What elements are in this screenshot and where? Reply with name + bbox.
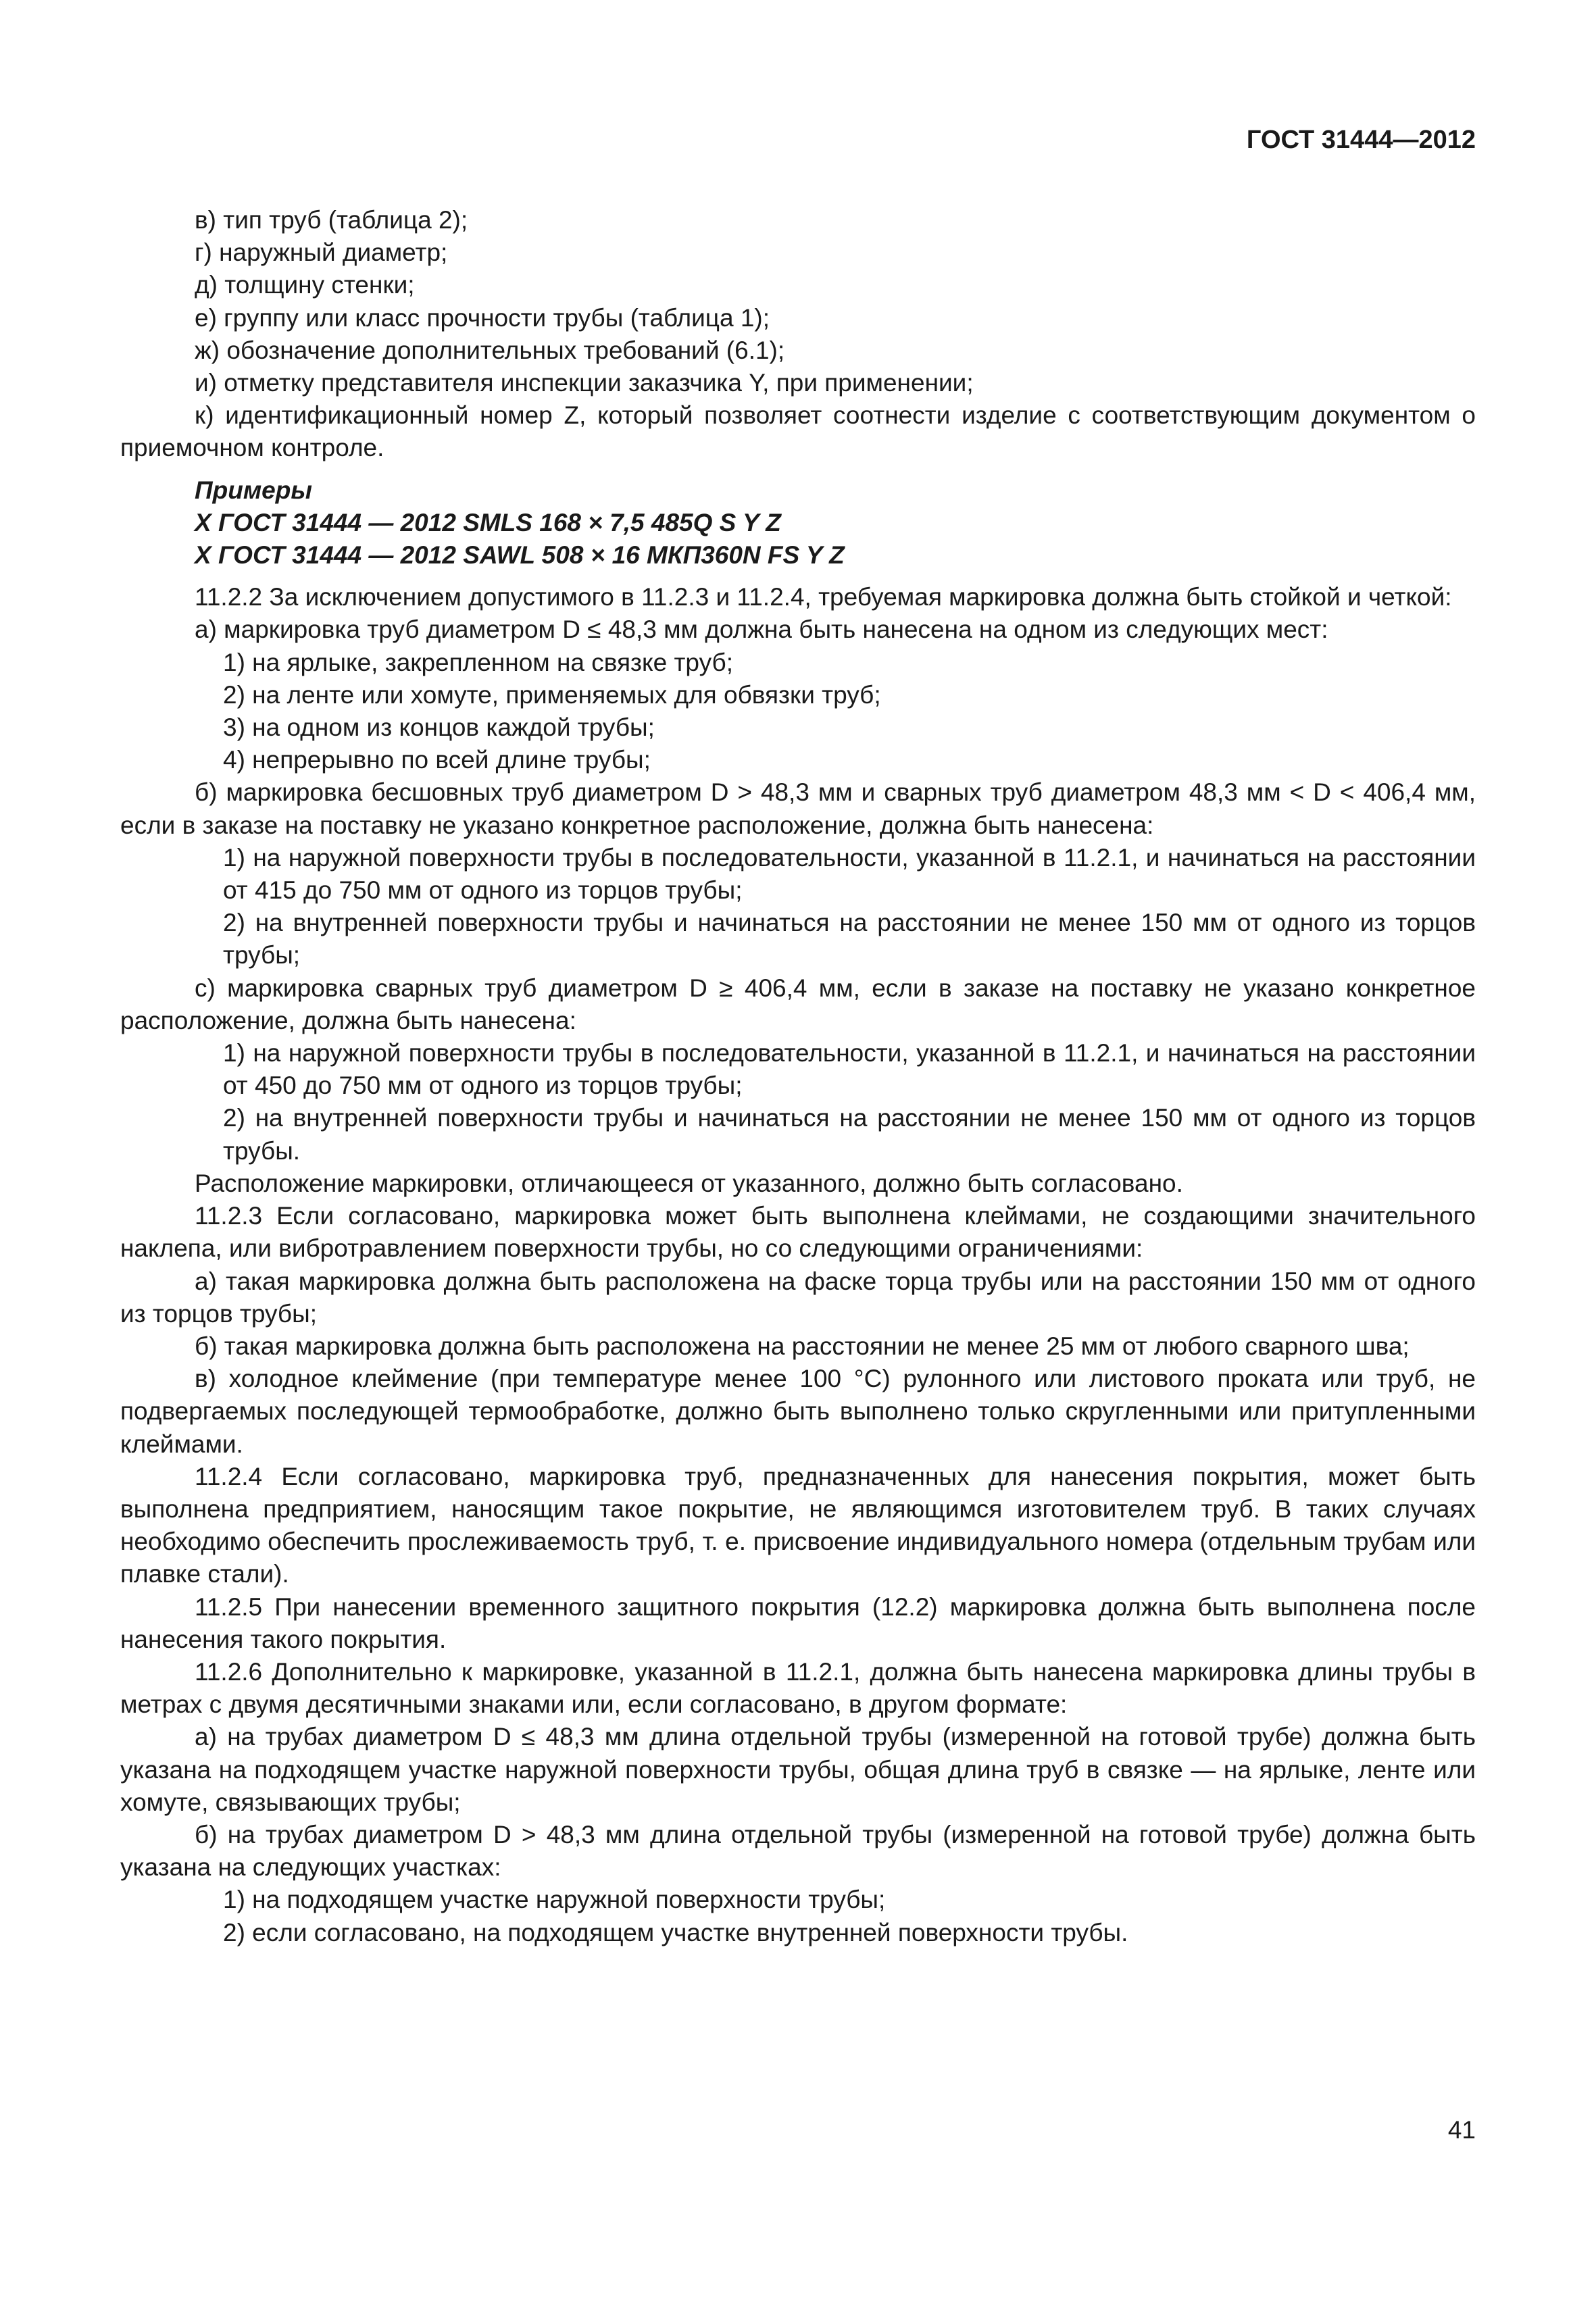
paragraph-location: Расположение маркировки, отличающееся от указанного, должно быть согласовано.: [195, 1169, 1183, 1197]
example-line: Х ГОСТ 31444 — 2012 SAWL 508 × 16 МКП360N FS Y Z: [195, 541, 845, 570]
document-body: [120, 204, 1476, 1949]
list-item: ж) обозначение дополнительных требований (6.1);: [195, 336, 785, 364]
page-number: 41: [1447, 2116, 1476, 2144]
list-item-k: к) идентификационный номер Z, который позволяет соотнести изделие с соответствующим документом о приемочном контроле.: [120, 401, 1476, 462]
list-item: г) наружный диаметр;: [195, 238, 448, 267]
paragraph-11-2-5: 11.2.5 При нанесении временного защитного покрытия (12.2) маркировка должна быть выполнена после нанесения такого покрытия.: [120, 1592, 1476, 1653]
paragraph-a: а) маркировка труб диаметром D ≤ 48,3 мм должна быть нанесена на одном из следующих мест:: [195, 615, 1328, 644]
list-item: д) толщину стенки;: [195, 271, 415, 299]
paragraph-11-2-6: 11.2.6 Дополнительно к маркировке, указанной в 11.2.1, должна быть нанесена маркировка длины трубы в метрах с двумя десятичными знаками или, если согласовано, в другом формате:: [120, 1657, 1476, 1719]
list-item: 1) на ярлыке, закрепленном на связке труб;: [223, 648, 733, 676]
list-item: 1) на наружной поверхности трубы в последовательности, указанной в 11.2.1, и начинаться на расстоянии от 415 до 750 мм от одного из торцов трубы;: [223, 843, 1476, 905]
paragraph-11-2-3-b: б) такая маркировка должна быть расположена на расстоянии не менее 25 мм от любого сварного шва;: [195, 1332, 1410, 1360]
example-line: Х ГОСТ 31444 — 2012 SMLS 168 × 7,5 485Q S Y Z: [195, 508, 781, 536]
list-item: е) группу или класс прочности трубы (таблица 1);: [195, 303, 770, 332]
examples-title: Примеры: [195, 476, 312, 504]
paragraph-c: с) маркировка сварных труб диаметром D ≥ 406,4 мм, если в заказе на поставку не указано конкретное расположение, должна быть нанесена:: [120, 974, 1476, 1034]
paragraph-b: б) маркировка бесшовных труб диаметром D > 48,3 мм и сварных труб диаметром 48,3 мм < D < 406,4 мм, если в заказе на поставку не указано конкретное расположение, должна быть нанесена:: [120, 778, 1476, 839]
list-item: 2) если согласовано, на подходящем участке внутренней поверхности трубы.: [223, 1918, 1128, 1946]
list-item: 2) на внутренней поверхности трубы и начинаться на расстоянии не менее 150 мм от одного из торцов трубы;: [223, 909, 1476, 970]
document-code-header: ГОСТ 31444—2012: [1246, 126, 1476, 154]
paragraph-11-2-3: 11.2.3 Если согласовано, маркировка может быть выполнена клеймами, не создающими значительного наклепа, или вибротравлением поверхности трубы, но со следующими ограничениями:: [120, 1202, 1476, 1263]
list-item: 2) на ленте или хомуте, применяемых для обвязки труб;: [223, 680, 881, 709]
list-item: в) тип труб (таблица 2);: [195, 206, 468, 234]
paragraph-11-2-6-a: а) на трубах диаметром D ≤ 48,3 мм длина отдельной трубы (измеренной на готовой трубе) должна быть указана на подходящем участке наружной поверхности трубы, общая длина труб в связке — на ярлыке, ленте или хомуте, связывающих трубы;: [120, 1723, 1476, 1816]
list-item: и) отметку представителя инспекции заказчика Y, при применении;: [195, 369, 974, 397]
paragraph-11-2-3-a: а) такая маркировка должна быть расположена на фаске торца трубы или на расстоянии 150 мм от одного из торцов трубы;: [120, 1267, 1476, 1328]
list-item: 2) на внутренней поверхности трубы и начинаться на расстоянии не менее 150 мм от одного из торцов трубы.: [223, 1104, 1476, 1165]
list-item: 1) на подходящем участке наружной поверхности трубы;: [223, 1886, 886, 1914]
list-item: 4) непрерывно по всей длине трубы;: [223, 746, 651, 774]
paragraph-11-2-4: 11.2.4 Если согласовано, маркировка труб, предназначенных для нанесения покрытия, может быть выполнена предприятием, наносящим такое покрытие, не являющимся изготовителем труб. В таких случаях необходимо обеспечить прослеживаемость труб, т. е. присвоение индивидуального номера (отдельным трубам или плавке стали).: [120, 1462, 1476, 1588]
paragraph-11-2-6-b: б) на трубах диаметром D > 48,3 мм длина отдельной трубы (измеренной на готовой трубе) должна быть указана на следующих участках:: [120, 1820, 1476, 1882]
paragraph-11-2-2: 11.2.2 За исключением допустимого в 11.2.3 и 11.2.4, требуемая маркировка должна быть стойкой и четкой:: [195, 583, 1452, 611]
list-item: 1) на наружной поверхности трубы в последовательности, указанной в 11.2.1, и начинаться на расстоянии от 450 до 750 мм от одного из торцов трубы;: [223, 1039, 1476, 1100]
list-item: 3) на одном из концов каждой трубы;: [223, 713, 655, 742]
paragraph-11-2-3-c: в) холодное клеймение (при температуре менее 100 °С) рулонного или листового проката или труб, не подвергаемых последующей термообработке, должно быть выполнено только скругленными или притупленными клеймами.: [120, 1365, 1476, 1458]
